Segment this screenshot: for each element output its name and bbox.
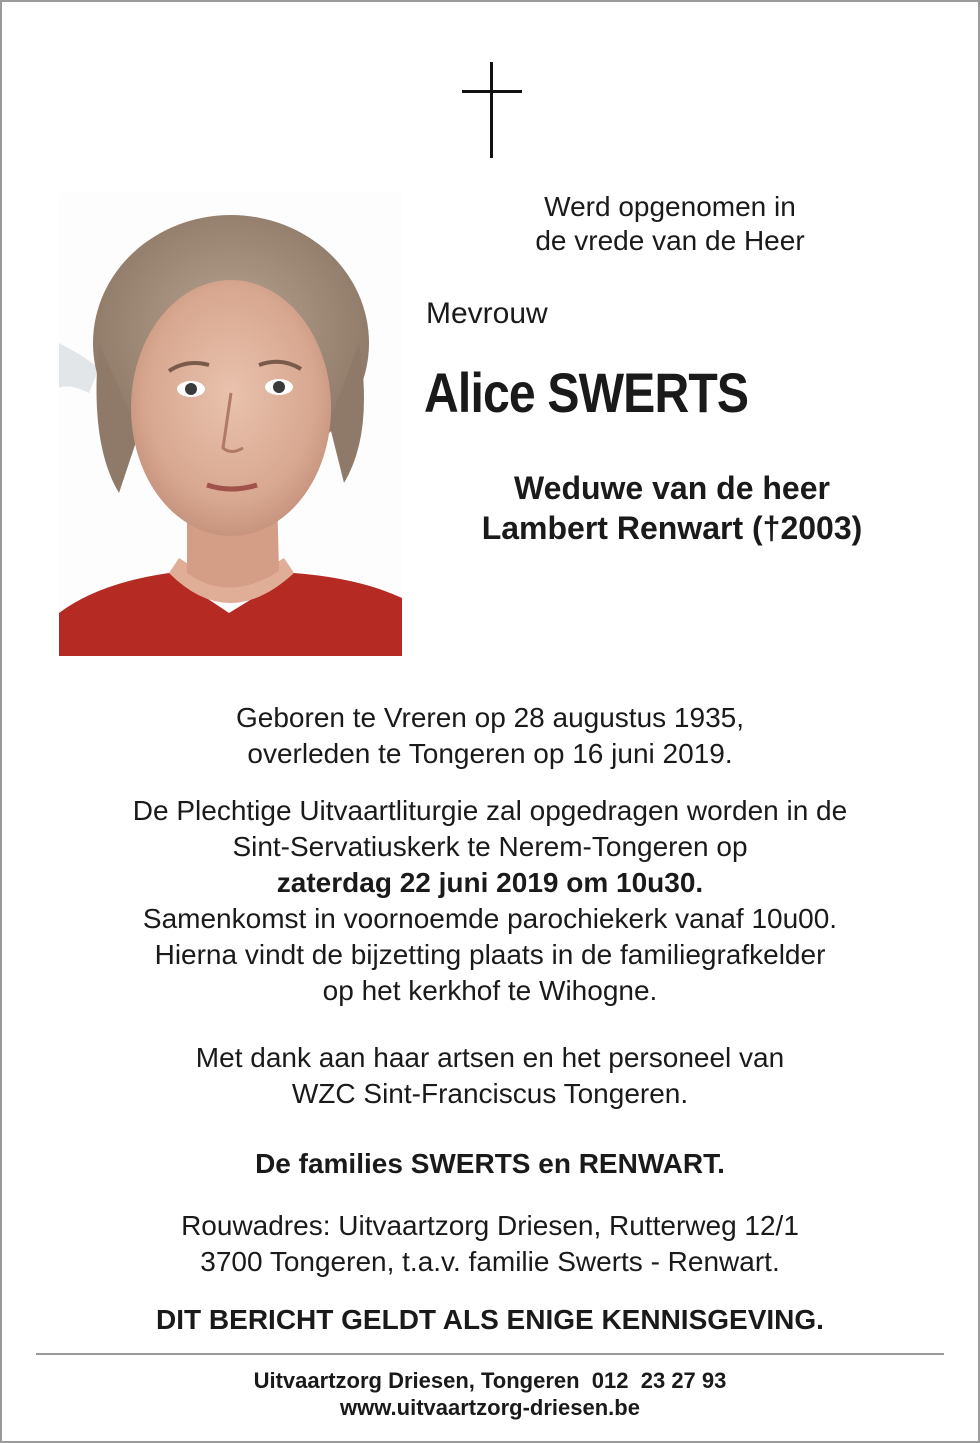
footer-divider bbox=[36, 1353, 944, 1355]
ceremony-line-6: op het kerkhof te Wihogne. bbox=[322, 975, 658, 1006]
footer bbox=[40, 1367, 940, 1421]
honorific: Mevrouw bbox=[426, 297, 548, 330]
ceremony-line-2: Sint-Servatiuskerk te Nerem-Tongeren op bbox=[232, 831, 748, 862]
spouse-line-2: Lambert Renwart (†2003) bbox=[481, 510, 863, 546]
deceased-name: Alice SWERTS bbox=[424, 361, 749, 424]
thanks-line-1: Met dank aan haar artsen en het personeel van bbox=[195, 1042, 785, 1073]
intro-line-1: Werd opgenomen in bbox=[544, 191, 796, 222]
notice-statement: DIT BERICHT GELDT ALS ENIGE KENNISGEVING. bbox=[156, 1304, 824, 1335]
thanks-note bbox=[40, 1040, 940, 1112]
thanks-line-2: WZC Sint-Franciscus Tongeren. bbox=[291, 1078, 689, 1109]
cross-icon bbox=[462, 62, 522, 160]
spouse-info bbox=[430, 468, 914, 548]
funeral-home-website[interactable]: www.uitvaartzorg-driesen.be bbox=[340, 1395, 640, 1420]
ceremony-line-1: De Plechtige Uitvaartliturgie zal opgedragen worden in de bbox=[132, 795, 848, 826]
address-line-1: Rouwadres: Uitvaartzorg Driesen, Rutterweg 12/1 bbox=[181, 1210, 799, 1241]
intro-line-2: de vrede van de Heer bbox=[535, 225, 805, 256]
address-line-2: 3700 Tongeren, t.a.v. familie Swerts - Renwart. bbox=[200, 1246, 780, 1277]
death-line: overleden te Tongeren op 16 juni 2019. bbox=[247, 738, 733, 769]
ceremony-line-5: Hierna vindt de bijzetting plaats in de familiegrafkelder bbox=[154, 939, 826, 970]
portrait-photo bbox=[59, 193, 402, 656]
ceremony-date: zaterdag 22 juni 2019 om 10u30. bbox=[276, 867, 704, 898]
ceremony-line-4: Samenkomst in voornoemde parochiekerk vanaf 10u00. bbox=[142, 903, 838, 934]
birth-line: Geboren te Vreren op 28 augustus 1935, bbox=[236, 702, 744, 733]
spouse-line-1: Weduwe van de heer bbox=[514, 470, 830, 506]
mourning-address bbox=[40, 1208, 940, 1280]
ceremony-info bbox=[40, 793, 940, 1009]
funeral-home-contact: Uitvaartzorg Driesen, Tongeren 012 23 27 93 bbox=[253, 1368, 727, 1393]
birth-death-dates bbox=[40, 700, 940, 772]
families-line: De families SWERTS en RENWART. bbox=[255, 1148, 725, 1179]
intro-text bbox=[460, 190, 880, 258]
